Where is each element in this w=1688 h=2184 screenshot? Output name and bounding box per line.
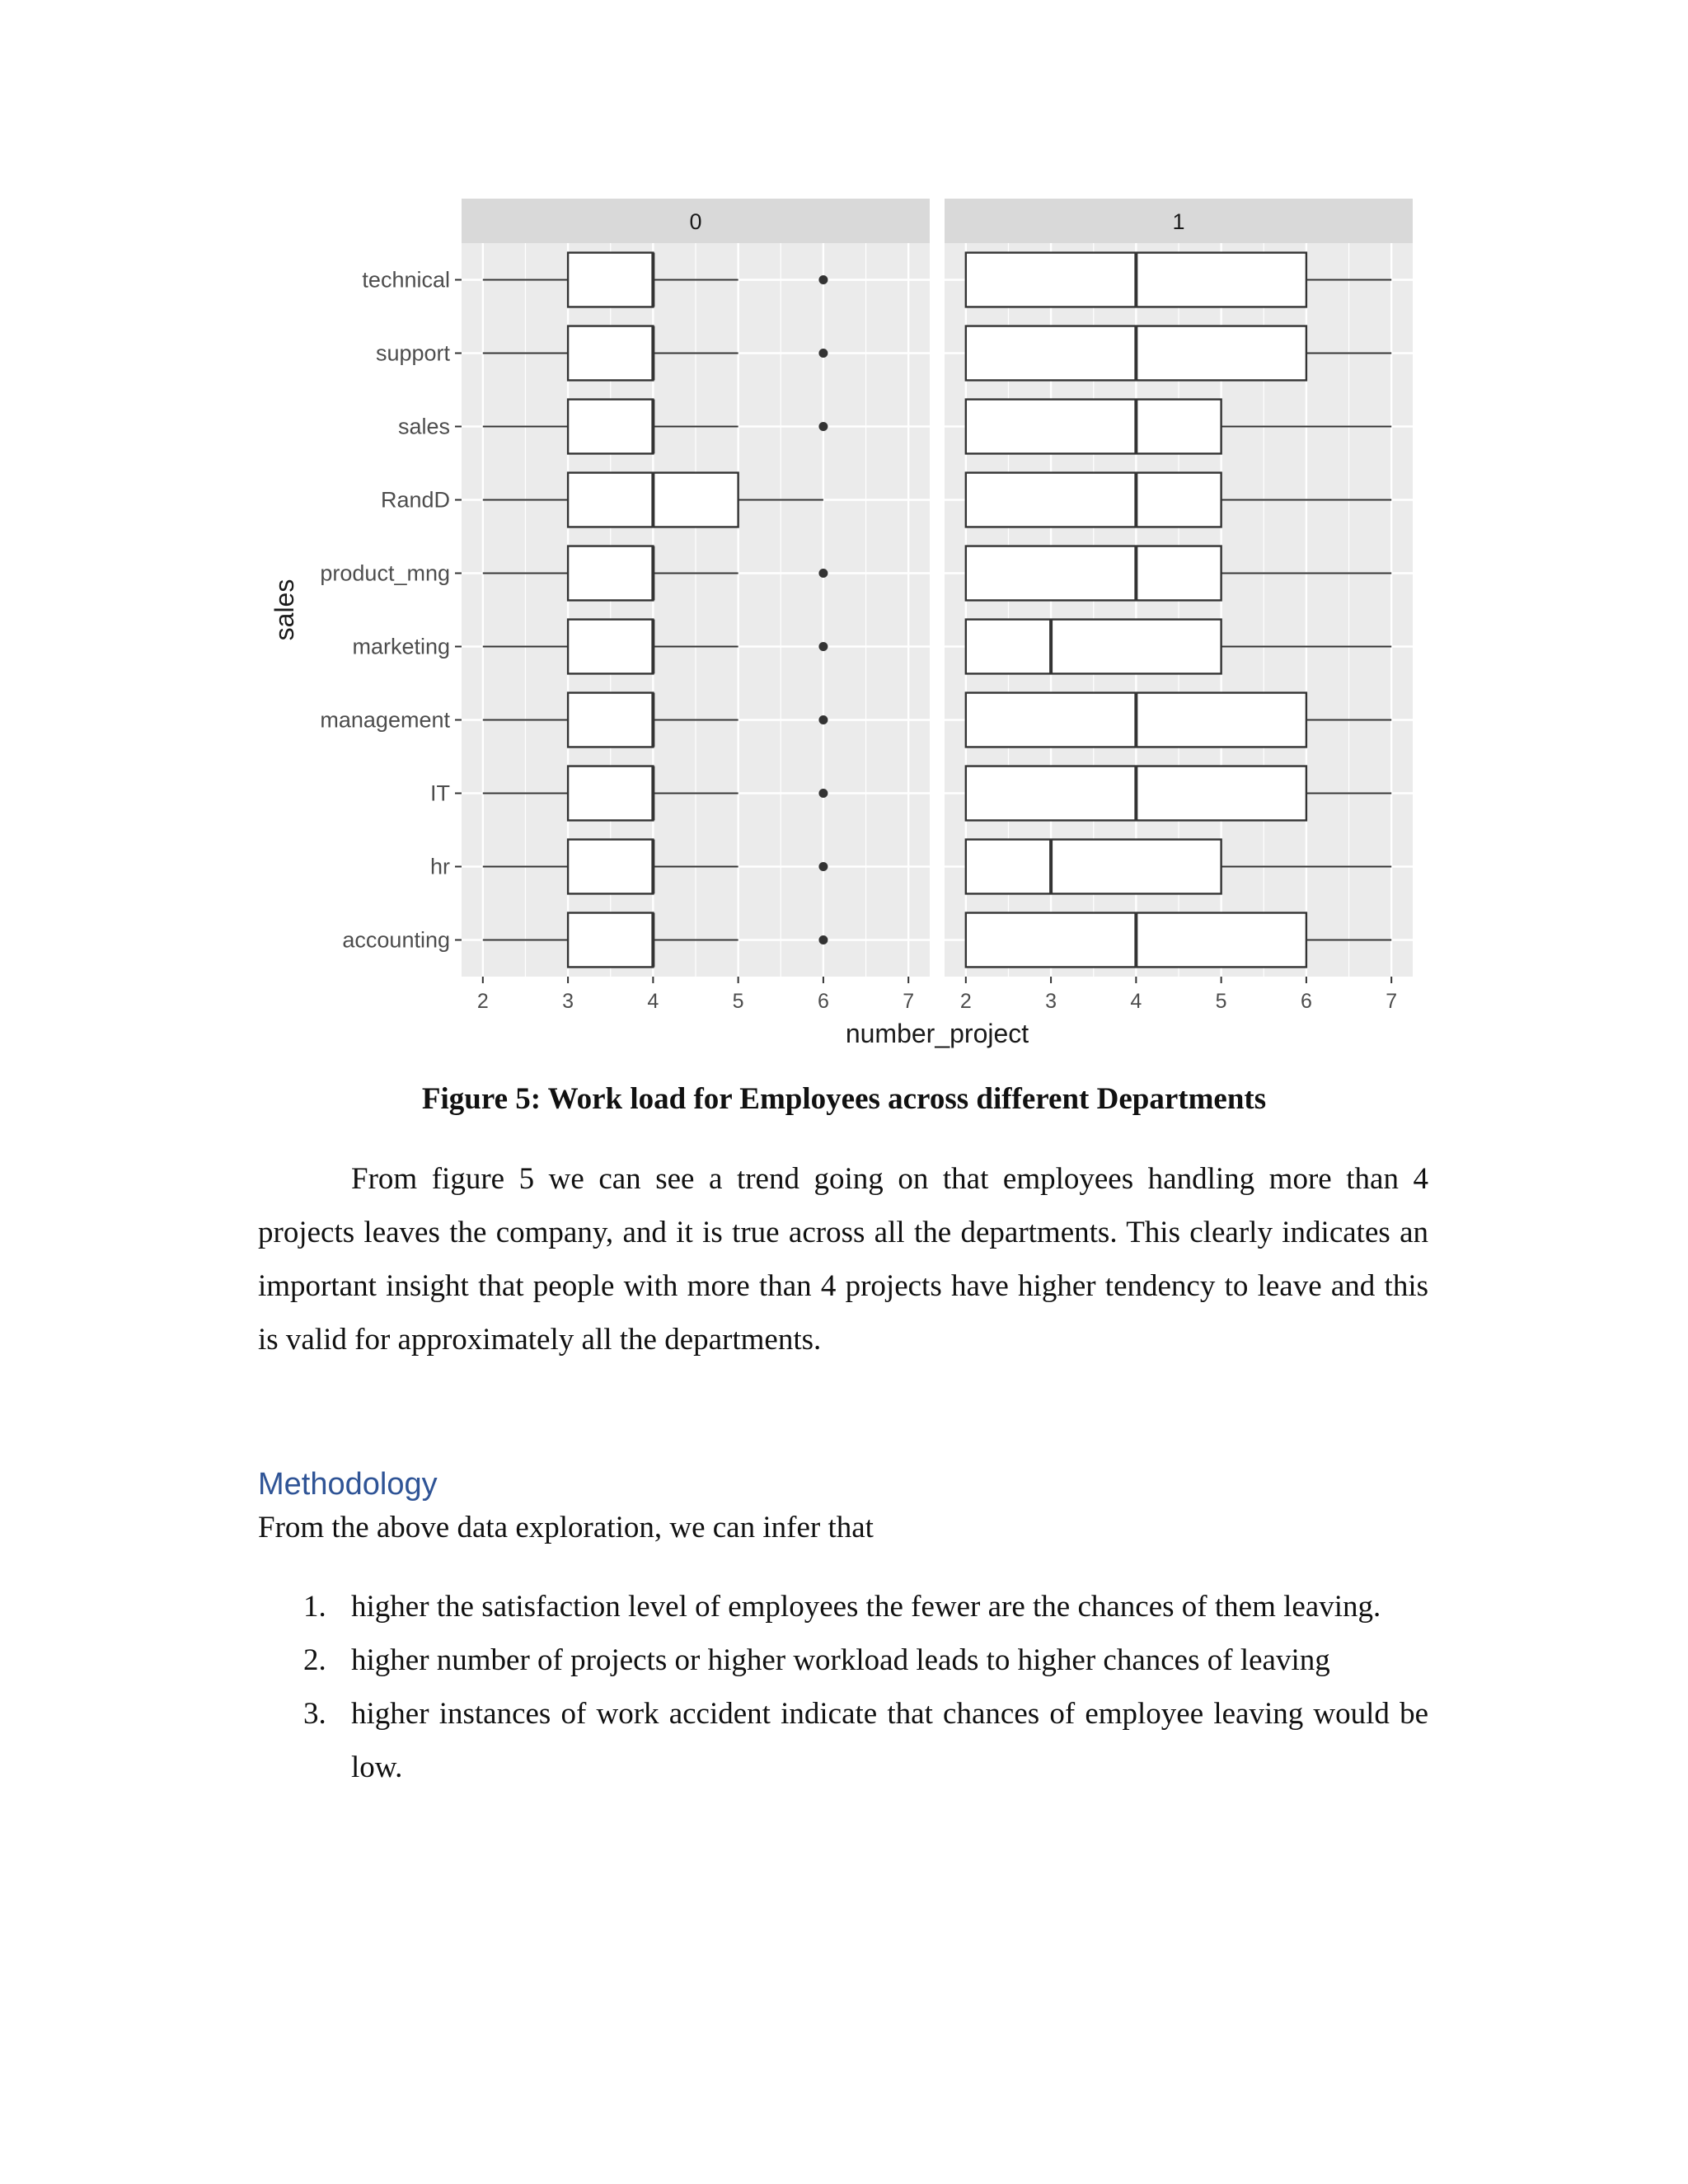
box-iqr [966,840,1221,894]
box-iqr [568,400,653,454]
list-item [258,1580,1428,1633]
list-text: higher instances of work accident indicate that chances of employee leaving would be low. [351,1697,1428,1784]
boxplot-figure [264,185,1442,1059]
box-iqr [966,400,1221,454]
outlier-point [818,275,828,284]
box-iqr [568,546,653,601]
y-tick-label: marketing [352,634,450,659]
outlier-point [818,862,828,871]
list-text: higher number of projects or higher workload leads to higher chances of leaving [351,1643,1330,1677]
y-tick-label: technical [362,267,450,293]
y-axis-title: sales [270,579,299,641]
outlier-point [818,422,828,431]
outlier-point [818,349,828,358]
outlier-point [818,715,828,724]
x-tick-label: 4 [1130,990,1142,1013]
box-iqr [568,253,653,307]
findings-list [258,1580,1428,1794]
body-paragraph: From figure 5 we can see a trend going on that employees handling more than 4 projects leaves the company, and it is true across all the departments. This clearly indicates an important insight that people with more than 4 projects have higher tendency to leave and this is valid for approximately all the departments. [258,1162,1428,1357]
x-tick-label: 3 [562,990,574,1013]
y-tick-label: IT [430,780,450,806]
x-tick-label: 2 [476,990,489,1013]
box-iqr [568,913,653,968]
list-text: higher the satisfaction level of employees the fewer are the chances of them leaving. [351,1590,1381,1624]
box-iqr [568,766,653,821]
x-tick-label: 5 [732,990,744,1013]
list-item [258,1687,1428,1794]
y-tick-label: management [320,707,450,733]
list-number: 1. [303,1590,326,1624]
section-intro: From the above data exploration, we can infer that [258,1511,874,1544]
y-tick-label: accounting [342,927,450,953]
box-iqr [568,840,653,894]
outlier-point [818,935,828,944]
list-number: 3. [303,1697,326,1731]
box-iqr [568,693,653,748]
y-tick-label: hr [429,854,450,879]
box-iqr [966,473,1221,527]
list-item [258,1633,1428,1687]
y-tick-label: RandD [380,487,450,513]
x-tick-label: 3 [1045,990,1057,1013]
y-tick-label: product_mng [320,560,450,586]
box-iqr [568,326,653,381]
facet-label: 1 [1172,209,1185,234]
x-tick-label: 5 [1215,990,1227,1013]
x-tick-label: 6 [817,990,829,1013]
x-axis-title: number_project [845,1019,1029,1048]
y-tick-label: support [375,340,450,366]
facet-label: 0 [689,209,702,234]
box-iqr [568,620,653,674]
section-heading: Methodology [258,1467,438,1502]
x-tick-label: 2 [959,990,972,1013]
x-tick-label: 7 [903,990,915,1013]
y-tick-label: sales [397,414,450,439]
outlier-point [818,789,828,798]
x-tick-label: 6 [1300,990,1312,1013]
x-tick-label: 4 [647,990,659,1013]
box-iqr [966,620,1221,674]
list-number: 2. [303,1643,326,1677]
box-iqr [966,546,1221,601]
figure-caption: Figure 5: Work load for Employees across different Departments [421,1082,1267,1116]
outlier-point [818,642,828,651]
outlier-point [818,569,828,578]
x-tick-label: 7 [1386,990,1398,1013]
